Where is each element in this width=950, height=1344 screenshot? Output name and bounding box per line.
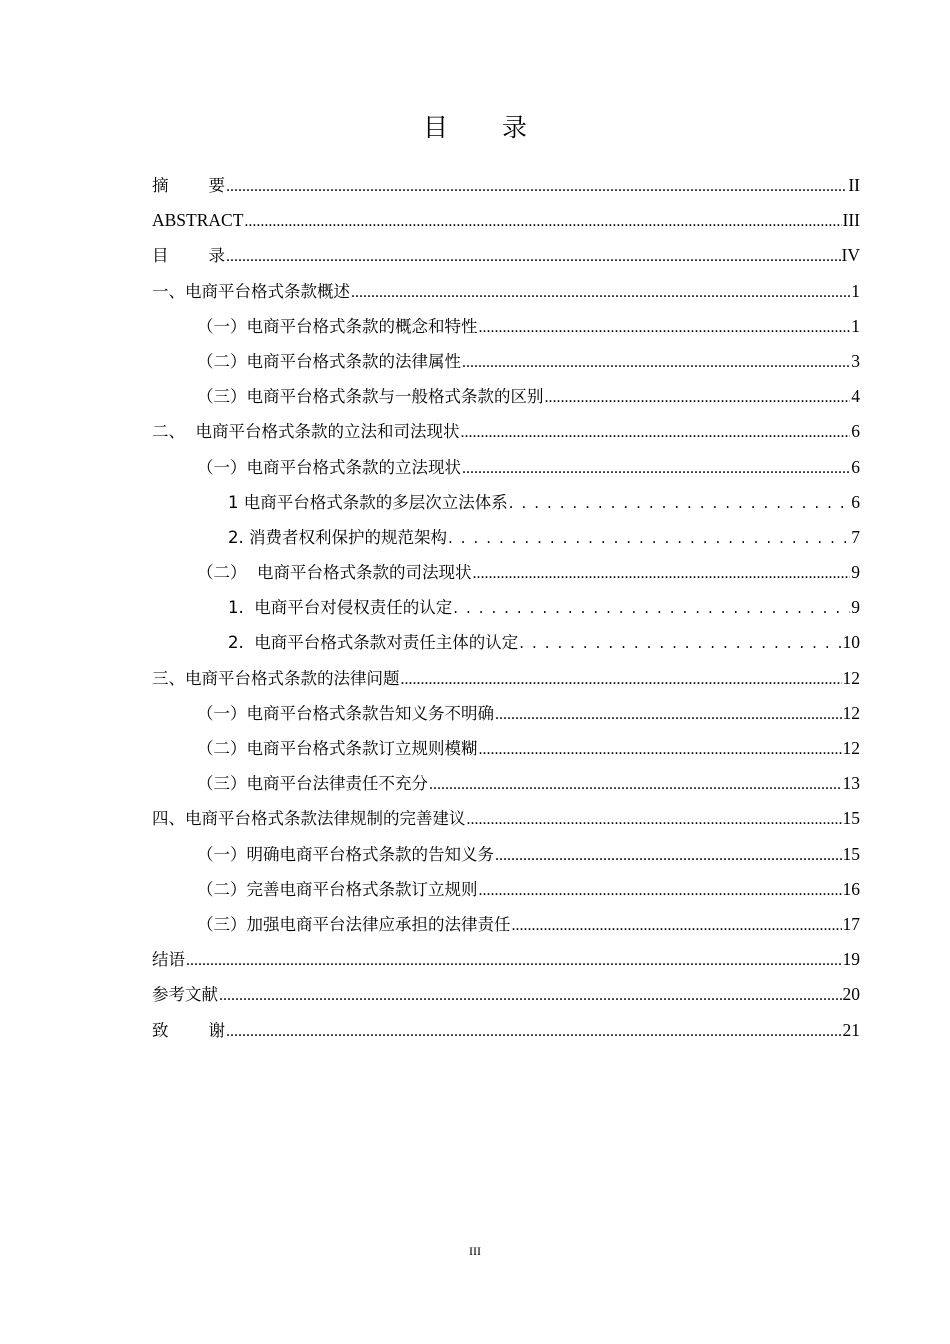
toc-leader-dots bbox=[462, 345, 850, 380]
toc-page-number: 15 bbox=[842, 808, 860, 829]
toc-entry-section-1-3[interactable] bbox=[152, 379, 860, 414]
toc-entry-section-3-3[interactable] bbox=[152, 766, 860, 801]
toc-entry-chapter-3[interactable] bbox=[152, 661, 860, 696]
toc-entry-label: 四、电商平台格式条款法律规制的完善建议 bbox=[152, 809, 466, 829]
toc-entry-references[interactable] bbox=[152, 977, 860, 1012]
toc-entry-label: 参考文献 bbox=[152, 985, 218, 1005]
toc-entry-section-4-3[interactable] bbox=[152, 907, 860, 942]
toc-page-number: 3 bbox=[851, 350, 860, 371]
toc-entry-label: （三）电商平台格式条款与一般格式条款的区别 bbox=[197, 387, 544, 407]
toc-page-number: II bbox=[848, 175, 860, 195]
toc-page-number: 15 bbox=[842, 843, 860, 864]
toc-entry-chapter-2[interactable] bbox=[152, 414, 860, 449]
toc-page-number: 6 bbox=[851, 421, 860, 442]
toc-entry-label: 致 谢 bbox=[152, 1020, 225, 1040]
toc-leader-dots bbox=[479, 732, 842, 767]
toc-leader-dots bbox=[226, 1014, 842, 1049]
toc-leader-dots bbox=[226, 169, 847, 204]
toc-leader-dots bbox=[479, 310, 851, 345]
toc-leader-dots bbox=[429, 767, 842, 802]
toc-leader-dots bbox=[519, 626, 841, 661]
toc-page-number: 12 bbox=[842, 738, 860, 758]
toc-entry-subsection-2-2-2[interactable] bbox=[152, 625, 860, 660]
toc-leader-dots bbox=[495, 697, 842, 732]
toc-entry-label: （二）电商平台格式条款订立规则模糊 bbox=[197, 739, 478, 758]
toc-entry-subsection-2-1-2[interactable] bbox=[152, 520, 860, 555]
toc-leader-dots bbox=[226, 239, 841, 274]
toc-entry-acknowledgements[interactable] bbox=[152, 1013, 860, 1048]
table-of-contents bbox=[152, 168, 860, 1048]
toc-entry-conclusion[interactable] bbox=[152, 942, 860, 977]
toc-leader-dots bbox=[512, 908, 842, 943]
toc-page-number: 7 bbox=[851, 526, 860, 547]
toc-page-number: 9 bbox=[851, 562, 860, 583]
toc-leader-dots bbox=[462, 451, 850, 486]
toc-leader-dots bbox=[467, 802, 842, 837]
toc-entry-label: 结语 bbox=[152, 950, 185, 970]
toc-page-number: 12 bbox=[842, 702, 860, 723]
toc-page-number: 17 bbox=[842, 913, 860, 934]
toc-entry-subsection-2-2-1[interactable] bbox=[152, 590, 860, 625]
toc-leader-dots bbox=[495, 838, 842, 873]
toc-leader-dots bbox=[473, 556, 851, 591]
toc-entry-label: 摘 要 bbox=[152, 176, 225, 195]
toc-leader-dots bbox=[186, 943, 842, 978]
toc-entry-label: 一、电商平台格式条款概述 bbox=[152, 281, 350, 301]
toc-entry-section-2-1[interactable] bbox=[152, 450, 860, 485]
toc-page-number: IV bbox=[841, 245, 860, 266]
toc-entry-label: （二）完善电商平台格式条款订立规则 bbox=[197, 879, 478, 899]
toc-leader-dots bbox=[351, 275, 850, 310]
toc-leader-dots bbox=[219, 978, 842, 1013]
toc-page-number: 16 bbox=[842, 878, 860, 899]
toc-entry-section-3-1[interactable] bbox=[152, 696, 860, 731]
toc-page-number: 6 bbox=[851, 456, 860, 477]
toc-entry-label: 2. 消费者权利保护的规范架构 bbox=[228, 527, 447, 547]
toc-entry-label: ABSTRACT bbox=[152, 210, 244, 231]
toc-entry-label: （一）电商平台格式条款的概念和特性 bbox=[197, 316, 478, 336]
toc-entry-abstract-en[interactable] bbox=[152, 203, 860, 238]
toc-entry-label: （二）电商平台格式条款的法律属性 bbox=[197, 351, 461, 371]
toc-leader-dots bbox=[545, 380, 851, 415]
toc-leader-dots bbox=[509, 486, 851, 521]
toc-entry-label: 2. 电商平台格式条款对责任主体的认定 bbox=[228, 633, 519, 653]
toc-page-number: 20 bbox=[842, 984, 860, 1005]
toc-entry-section-3-2[interactable] bbox=[152, 731, 860, 766]
toc-page-number: 19 bbox=[842, 949, 860, 970]
toc-leader-dots bbox=[448, 521, 850, 556]
toc-page-number: 21 bbox=[842, 1019, 860, 1040]
page-title-left: 目 bbox=[422, 113, 448, 142]
toc-leader-dots bbox=[244, 204, 841, 239]
toc-entry-label: 三、电商平台格式条款的法律问题 bbox=[152, 668, 400, 688]
toc-entry-section-4-1[interactable] bbox=[152, 837, 860, 872]
toc-page-number: 12 bbox=[842, 667, 860, 688]
toc-entry-label: （三）加强电商平台法律应承担的法律责任 bbox=[197, 914, 511, 934]
toc-leader-dots bbox=[453, 591, 850, 626]
toc-entry-chapter-4[interactable] bbox=[152, 801, 860, 836]
footer-page-number: III bbox=[469, 1244, 481, 1258]
page-title bbox=[0, 108, 950, 144]
toc-entry-contents[interactable] bbox=[152, 238, 860, 273]
toc-entry-section-2-2[interactable] bbox=[152, 555, 860, 590]
page-title-right: 录 bbox=[502, 113, 528, 142]
toc-page-number: 13 bbox=[842, 773, 860, 794]
toc-page-number: III bbox=[842, 210, 860, 231]
toc-entry-section-1-1[interactable] bbox=[152, 309, 860, 344]
toc-entry-label: 二、 电商平台格式条款的立法和司法现状 bbox=[152, 422, 460, 442]
toc-leader-dots bbox=[401, 662, 842, 697]
toc-page-number: 4 bbox=[851, 386, 860, 407]
toc-entry-section-1-2[interactable] bbox=[152, 344, 860, 379]
toc-entry-abstract-cn[interactable] bbox=[152, 168, 860, 203]
toc-page-number: 9 bbox=[851, 597, 860, 618]
toc-entry-label: 1 电商平台格式条款的多层次立法体系 bbox=[228, 492, 508, 512]
toc-entry-subsection-2-1-1[interactable] bbox=[152, 485, 860, 520]
toc-page-number: 1 bbox=[851, 280, 860, 301]
toc-entry-section-4-2[interactable] bbox=[152, 872, 860, 907]
toc-entry-label: （三）电商平台法律责任不充分 bbox=[197, 774, 428, 794]
toc-entry-label: （一）电商平台格式条款的立法现状 bbox=[197, 457, 461, 477]
toc-leader-dots bbox=[461, 415, 851, 450]
toc-entry-label: （二） 电商平台格式条款的司法现状 bbox=[197, 563, 472, 583]
toc-entry-label: （一）明确电商平台格式条款的告知义务 bbox=[197, 844, 494, 864]
toc-leader-dots bbox=[479, 873, 842, 908]
toc-page-number: 10 bbox=[842, 632, 860, 653]
toc-entry-label: 1. 电商平台对侵权责任的认定 bbox=[228, 598, 453, 618]
toc-page-number: 6 bbox=[851, 491, 860, 512]
toc-entry-label: 目 录 bbox=[152, 246, 225, 266]
toc-page-number: 1 bbox=[851, 315, 860, 336]
toc-entry-label: （一）电商平台格式条款告知义务不明确 bbox=[197, 703, 494, 723]
toc-entry-chapter-1[interactable] bbox=[152, 274, 860, 309]
